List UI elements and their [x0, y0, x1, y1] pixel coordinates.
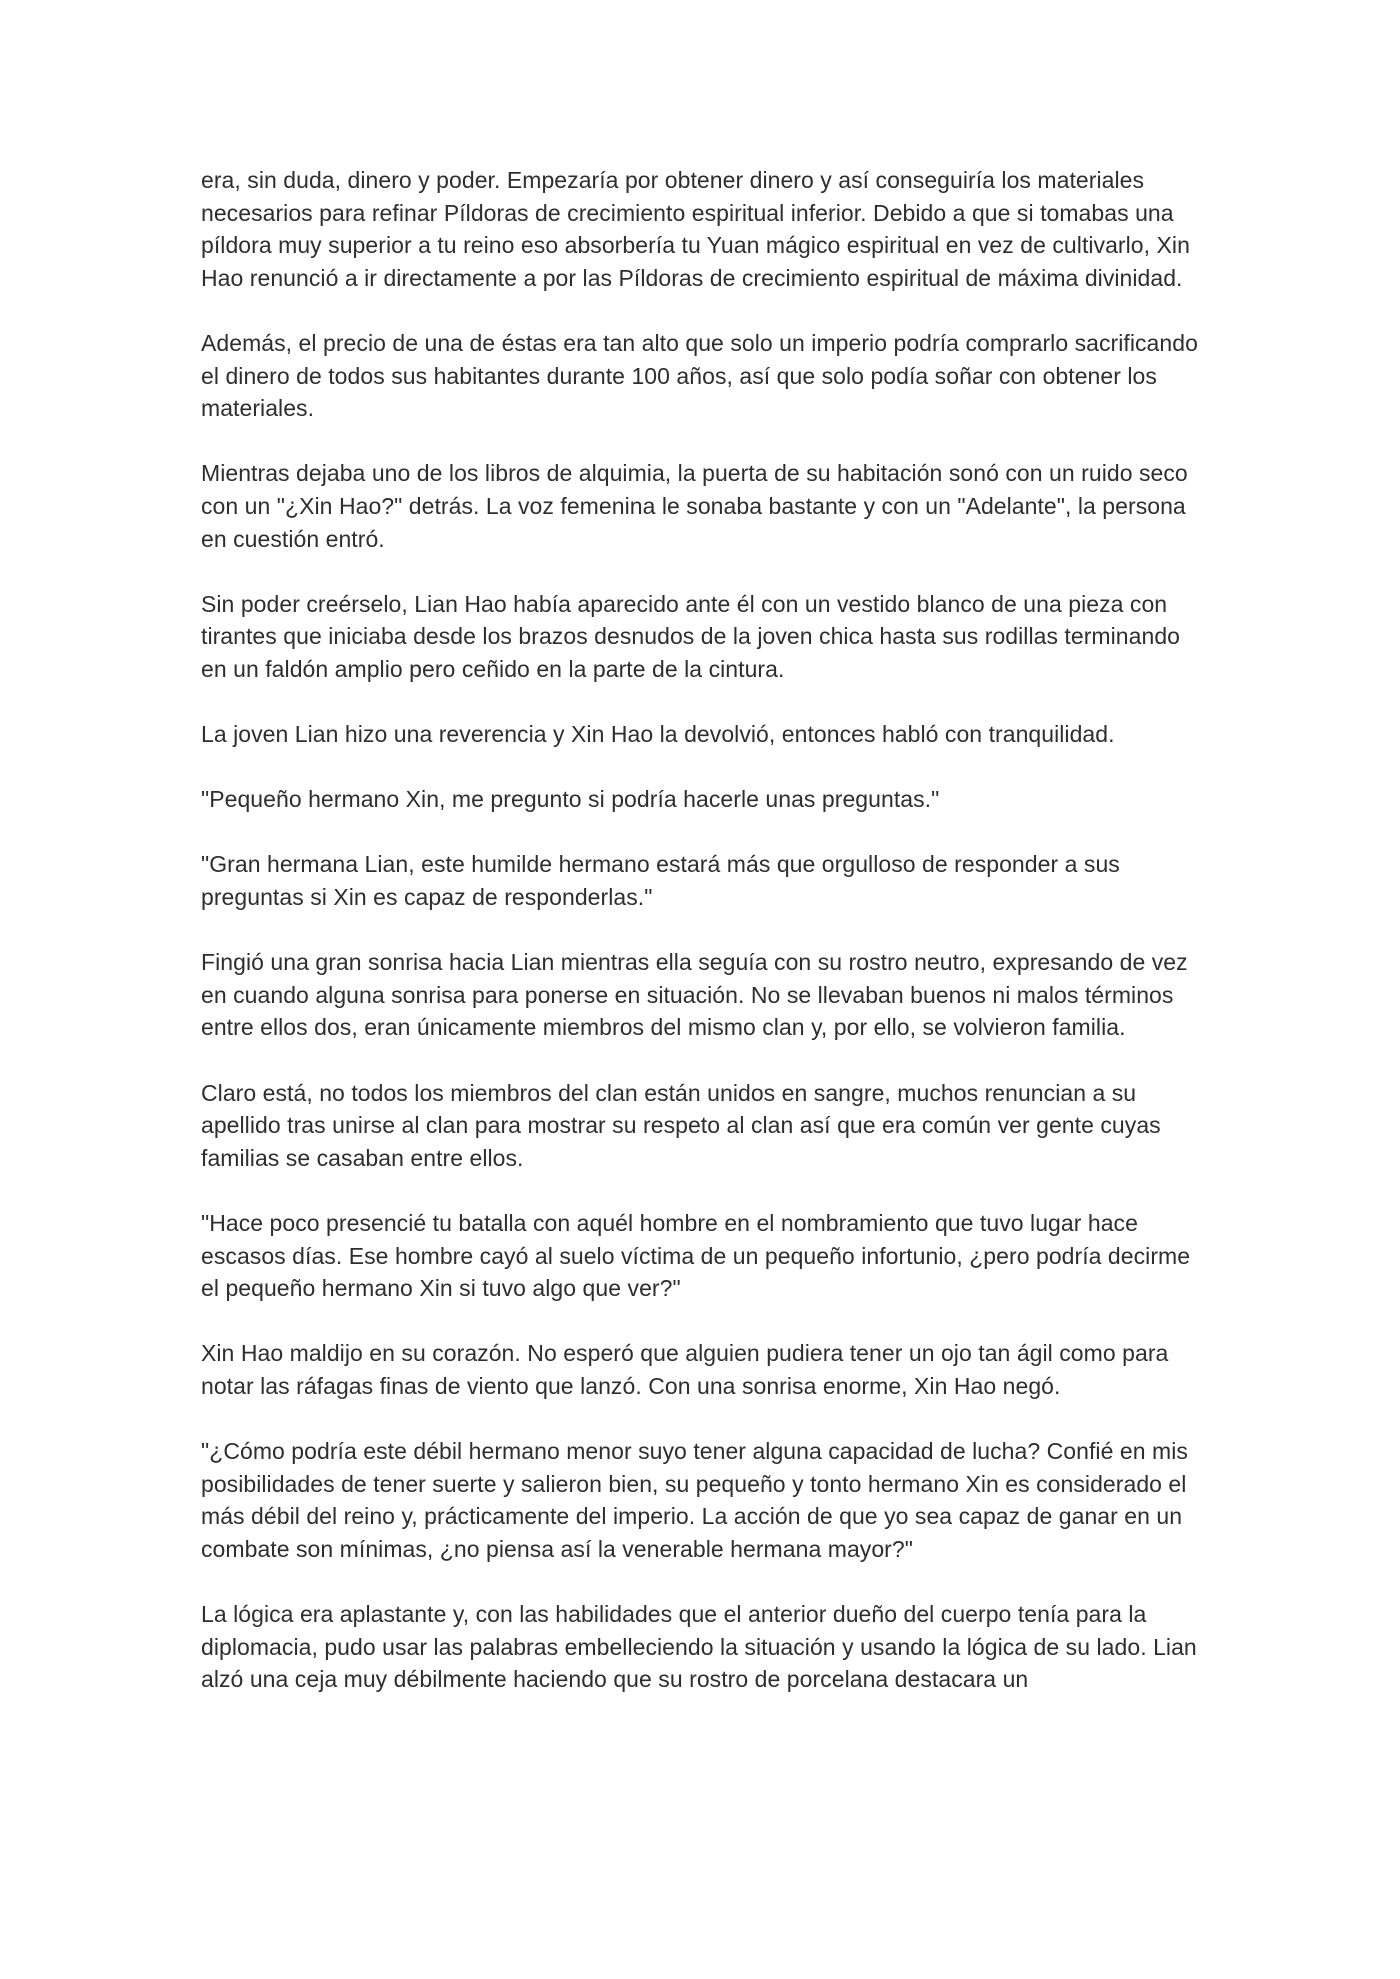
paragraph: Fingió una gran sonrisa hacia Lian mientras ella seguía con su rostro neutro, expresando de vez en cuando alguna sonrisa para ponerse en situación. No se llevaban buenos ni malos términos entre ellos dos, eran únicamente miembros del mismo clan y, por ello, se volvieron familia. [201, 949, 1188, 1041]
paragraph: "¿Cómo podría este débil hermano menor suyo tener alguna capacidad de lucha? Confié en mis posibilidades de tener suerte y salieron bien, su pequeño y tonto hermano Xin es considerado el más débil del reino y, prácticamente del imperio. La acción de que yo sea capaz de ganar en un combate son mínimas, ¿no piensa así la venerable hermana mayor?" [201, 1438, 1188, 1562]
paragraph: La joven Lian hizo una reverencia y Xin Hao la devolvió, entonces habló con tranquilidad. [201, 721, 1115, 748]
paragraph: "Gran hermana Lian, este humilde hermano estará más que orgulloso de responder a sus preguntas si Xin es capaz de responderlas." [201, 851, 1120, 911]
paragraph: Además, el precio de una de éstas era tan alto que solo un imperio podría comprarlo sacrificando el dinero de todos sus habitantes durante 100 años, así que solo podía soñar con obtener los materiales. [201, 329, 1198, 422]
paragraph: Claro está, no todos los miembros del clan están unidos en sangre, muchos renuncian a su apellido tras unirse al clan para mostrar su respeto al clan así que era común ver gente cuyas familias se casaban entre ellos. [201, 1079, 1161, 1171]
paragraph: Sin poder creérselo, Lian Hao había aparecido ante él con un vestido blanco de una pieza con tirantes que iniciaba desde los brazos desnudos de la joven chica hasta sus rodillas terminando en un faldón amplio pero ceñido en la parte de la cintura. [201, 590, 1181, 682]
paragraph: La lógica era aplastante y, con las habilidades que el anterior dueño del cuerpo tenía para la diplomacia, pudo usar las palabras embelleciendo la situación y usando la lógica de su lado. Lian alzó una ceja muy débilmente haciendo que su rostro de porcelana destacara un [201, 1601, 1197, 1693]
paragraph: "Hace poco presencié tu batalla con aquél hombre en el nombramiento que tuvo lugar hace escasos días. Ese hombre cayó al suelo víctima de un pequeño infortunio, ¿pero podría decirme el pequeño hermano Xin si tuvo algo que ver?" [201, 1210, 1191, 1302]
paragraph: era, sin duda, dinero y poder. Empezaría por obtener dinero y así conseguiría los materiales necesarios para refinar Píldoras de crecimiento espiritual inferior. Debido a que si tomabas una píldora muy superior a tu reino eso absorbería tu Yuan mágico espiritual en vez de cultivarlo, Xin Hao renunció a ir directamente a por las Píldoras de crecimiento espiritual de máxima divinidad. [201, 167, 1190, 291]
paragraph: Mientras dejaba uno de los libros de alquimia, la puerta de su habitación sonó con un ruido seco con un "¿Xin Hao?" detrás. La voz femenina le sonaba bastante y con un "Adelante", la persona en cuestión entró. [201, 460, 1188, 552]
paragraph: Xin Hao maldijo en su corazón. No esperó que alguien pudiera tener un ojo tan ágil como para notar las ráfagas finas de viento que lanzó. Con una sonrisa enorme, Xin Hao negó. [201, 1340, 1169, 1399]
document-body [201, 164, 1211, 1729]
paragraph: "Pequeño hermano Xin, me pregunto si podría hacerle unas preguntas." [201, 786, 940, 813]
